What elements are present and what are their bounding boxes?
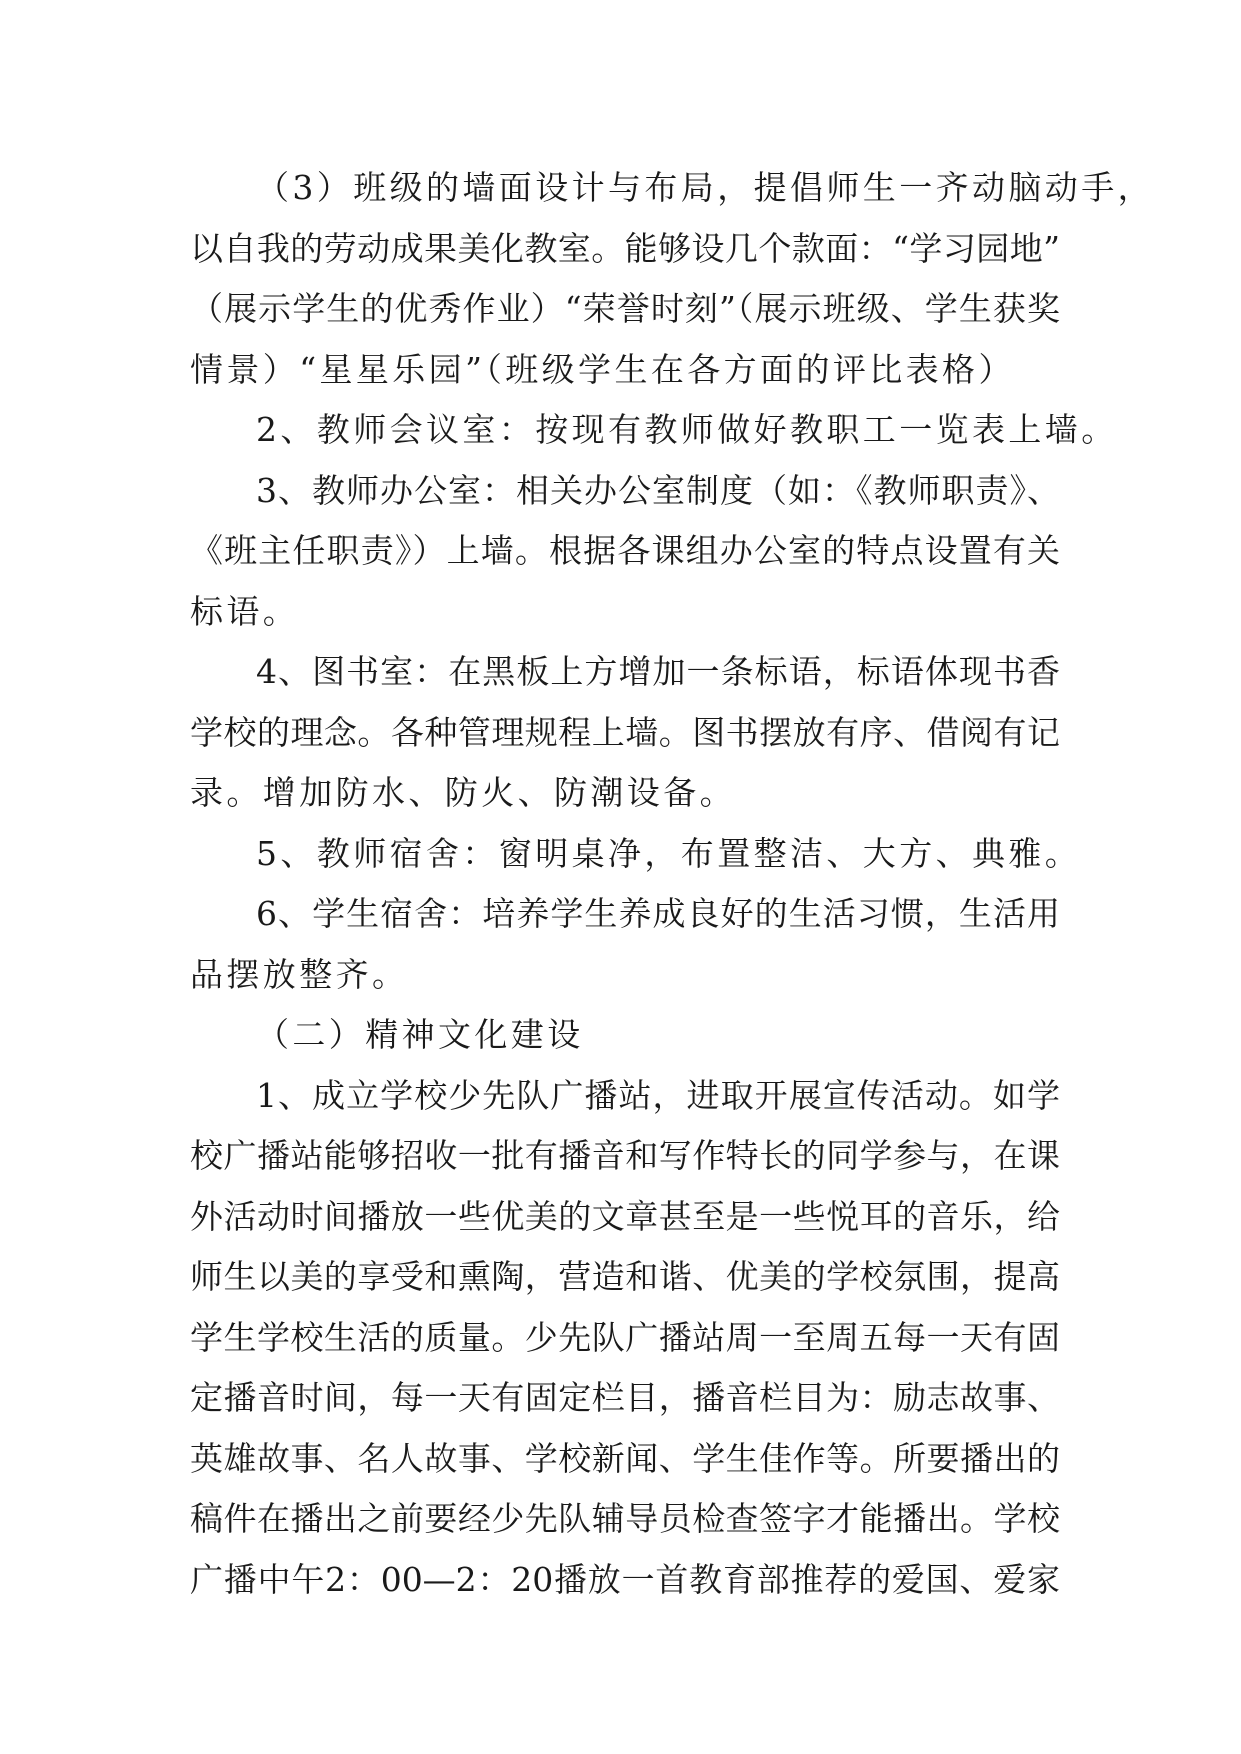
document-body — [190, 158, 1154, 1610]
paragraph-line-18: 外活动时间播放一些优美的文章甚至是一些悦耳的音乐，给 — [190, 1196, 1060, 1236]
paragraph-line-6: 3、教师办公室：相关办公室制度（如：《教师职责》、 — [256, 470, 1060, 510]
paragraph-line-21: 定播音时间，每一天有固定栏目，播音栏目为：励志故事、 — [190, 1378, 1060, 1417]
paragraph-line-4: 情景）“星星乐园”（班级学生在各方面的评比表格） — [190, 349, 1015, 389]
paragraph-line-12: 5、教师宿舍：窗明桌净，布置整洁、大方、典雅。 — [256, 833, 1082, 873]
paragraph-line-8: 标语。 — [190, 591, 300, 631]
paragraph-line-5: 2、教师会议室：按现有教师做好教职工一览表上墙。 — [256, 410, 1118, 449]
paragraph-line-14: 品摆放整齐。 — [190, 954, 409, 994]
paragraph-line-17: 校广播站能够招收一批有播音和写作特长的同学参与，在课 — [190, 1136, 1060, 1175]
paragraph-line-24: 广播中午2：00—2：20播放一首教育部推荐的爱国、爱家 — [190, 1559, 1060, 1599]
paragraph-line-13: 6、学生宿舍：培养学生养成良好的生活习惯，生活用 — [256, 894, 1060, 933]
paragraph-line-10: 学校的理念。各种管理规程上墙。图书摆放有序、借阅有记 — [190, 712, 1060, 752]
paragraph-line-22: 英雄故事、名人故事、学校新闻、学生佳作等。所要播出的 — [190, 1438, 1060, 1478]
paragraph-line-7: 《班主任职责》）上墙。根据各课组办公室的特点设置有关 — [190, 531, 1060, 570]
paragraph-line-20: 学生学校生活的质量。少先队广播站周一至周五每一天有固 — [190, 1317, 1060, 1357]
paragraph-line-16: 1、成立学校少先队广播站，进取开展宣传活动。如学 — [256, 1075, 1060, 1115]
paragraph-line-11: 录。增加防水、防火、防潮设备。 — [190, 773, 736, 812]
paragraph-line-9: 4、图书室：在黑板上方增加一条标语，标语体现书香 — [256, 652, 1060, 691]
paragraph-line-2: 以自我的劳动成果美化教室。能够设几个款面：“学习园地” — [190, 228, 1060, 268]
section-heading: （二）精神文化建设 — [256, 1015, 584, 1054]
paragraph-line-23: 稿件在播出之前要经少先队辅导员检查签字才能播出。学校 — [190, 1499, 1060, 1538]
paragraph-line-1: （3）班级的墙面设计与布局，提倡师生一齐动脑动手， — [256, 168, 1154, 207]
paragraph-line-19: 师生以美的享受和熏陶，营造和谐、优美的学校氛围，提高 — [190, 1257, 1060, 1296]
paragraph-line-3: （展示学生的优秀作业）“荣誉时刻”（展示班级、学生获奖 — [190, 289, 1060, 328]
